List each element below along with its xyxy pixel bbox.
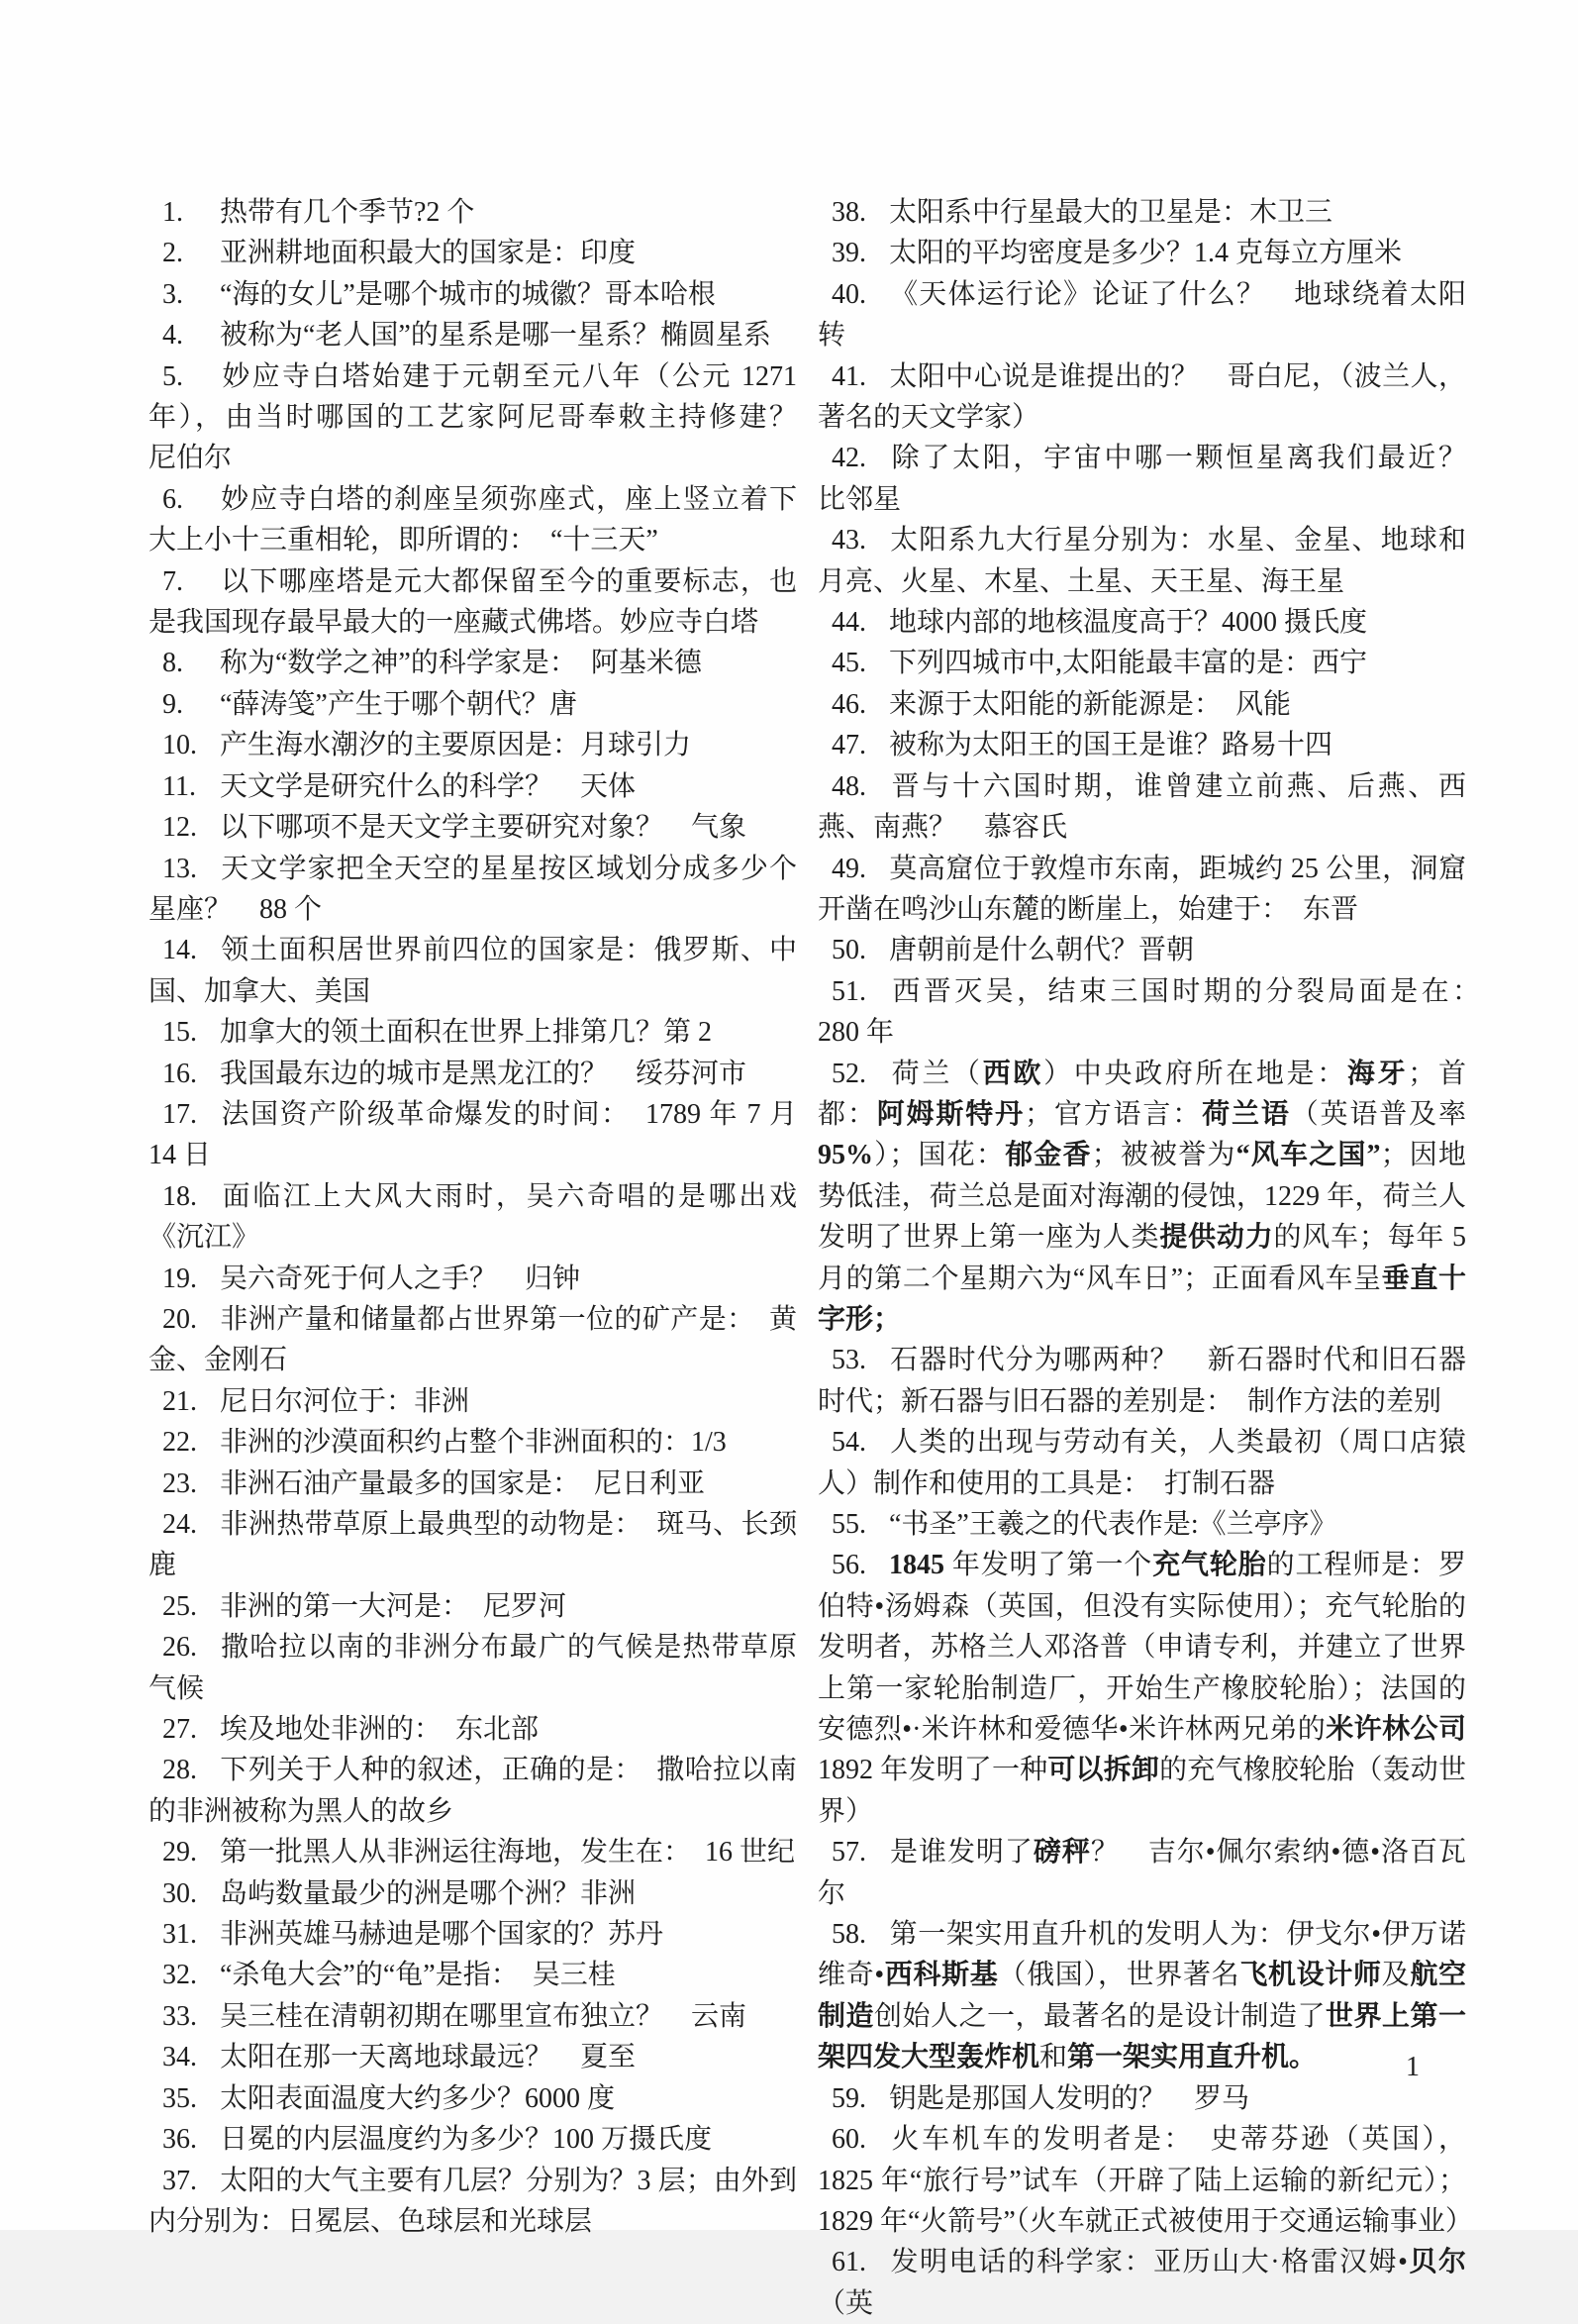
list-item: [148, 807, 797, 848]
item-number: 60.: [832, 2124, 866, 2156]
list-item: [148, 315, 797, 355]
list-item: [148, 1955, 797, 1995]
item-text: 我国最东边的城市是黑龙江的？ 绥芬河市: [220, 1058, 747, 1089]
list-item: [148, 1873, 797, 1914]
item-number: 38.: [832, 197, 866, 228]
item-number: 30.: [162, 1877, 197, 1909]
item-text: 天文学家把全天空的星星按区域划分成多少个星座？ 88 个: [148, 853, 797, 925]
item-number: 10.: [162, 730, 197, 761]
list-item: [148, 1914, 797, 1955]
item-text: ；因地势低洼，荷兰总是面对海潮的侵蚀，1229 年，荷兰人发明了世界上第一座为人类: [818, 1140, 1466, 1254]
list-item: [818, 602, 1466, 643]
item-text: 除了太阳，宇宙中哪一颗恒星离我们最近？ 比邻星: [818, 443, 1495, 515]
item-text: 吴三桂在清朝初期在哪里宣布独立？ 云南: [220, 2000, 747, 2032]
item-number: 12.: [162, 812, 197, 844]
item-text: ；首都：: [818, 1058, 1466, 1130]
item-number: 28.: [162, 1755, 197, 1786]
list-item: [148, 1176, 797, 1259]
item-text-bold: 海牙: [1346, 1058, 1409, 1089]
item-number: 54.: [832, 1427, 866, 1459]
item-text: 及: [1381, 1960, 1411, 1991]
item-text-bold: 荷兰语: [1202, 1098, 1291, 1130]
item-number: 52.: [832, 1058, 866, 1089]
item-number: 34.: [162, 2042, 197, 2073]
list-item: [148, 684, 797, 725]
item-text: 埃及地处非洲的： 东北部: [220, 1714, 540, 1746]
item-number: 37.: [162, 2165, 197, 2196]
list-item: [818, 438, 1495, 520]
list-item: [818, 1545, 1466, 1832]
item-text: 亚洲耕地面积最大的国家是：印度: [220, 238, 637, 269]
item-number: 18.: [162, 1180, 197, 1212]
item-number: 9.: [162, 688, 183, 720]
item-text: 的充气橡胶轮胎（轰动世界）: [818, 1755, 1466, 1827]
item-text: 以下哪座塔是元大都保留至今的重要标志，也是我国现存最早最大的一座藏式佛塔。妙应寺白塔: [148, 565, 797, 639]
list-item: [148, 1996, 797, 2037]
item-text-bold: 垂直十字形；: [818, 1263, 1466, 1335]
item-text: 下列四城市中,太阳能最丰富的是：西宁: [889, 648, 1368, 679]
item-text: “海的女儿”是哪个城市的城徽？哥本哈根: [220, 278, 716, 310]
question-list-left-column: [148, 192, 826, 2242]
item-text: ）中央政府所在地是：: [1043, 1058, 1347, 1089]
item-text: ？ 吉尔•佩尔索纳•德•洛百瓦尔: [818, 1837, 1466, 1909]
item-number: 29.: [162, 1837, 197, 1869]
item-number: 5.: [162, 360, 183, 392]
item-number: 21.: [162, 1385, 197, 1417]
item-number: 32.: [162, 1960, 197, 1991]
item-text-bold: 第一架实用直升机。: [1067, 2042, 1318, 2073]
list-item: [148, 2078, 797, 2119]
item-text: 太阳在那一天离地球最远？ 夏至: [220, 2042, 637, 2073]
item-text: 天文学是研究什么的科学？ 天体: [220, 770, 637, 802]
item-text: 产生海水潮汐的主要原因是：月球引力: [220, 730, 692, 761]
item-text: 火车机车的发明者是： 史蒂芬逊（英国），1825 年“旅行号”试车（开辟了陆上运输的新纪元）；1829 年“火箭号”（火车就正式被使用于交通运输事业）: [818, 2124, 1473, 2237]
list-item: [818, 2119, 1473, 2242]
item-number: 6.: [162, 483, 183, 515]
list-item: [148, 1750, 797, 1832]
item-text: （俄国），世界著名: [998, 1960, 1240, 1991]
list-item: [818, 849, 1466, 931]
item-text: 岛屿数量最少的洲是哪个洲？非洲: [220, 1877, 637, 1909]
item-text: 西晋灭吴，结束三国时期的分裂局面是在： 280 年: [818, 975, 1495, 1049]
item-text: 非洲热带草原上最典型的动物是： 斑马、长颈鹿: [148, 1509, 797, 1581]
item-text: 被称为“老人国”的星系是哪一星系？椭圆星系: [220, 320, 771, 352]
item-text-bold: 航空制造: [818, 1960, 1466, 2032]
item-number: 16.: [162, 1058, 197, 1089]
list-item: [818, 520, 1466, 602]
item-text-bold: 1845: [889, 1550, 944, 1581]
list-item: [148, 1709, 797, 1750]
list-item: [818, 192, 1466, 233]
list-item: [148, 1054, 797, 1094]
list-item: [148, 356, 826, 479]
item-number: 55.: [832, 1509, 866, 1540]
list-item: [148, 849, 797, 931]
list-item: [148, 643, 797, 683]
item-text-bold: 郁金香: [1005, 1140, 1092, 1171]
item-number: 24.: [162, 1509, 197, 1540]
item-number: 20.: [162, 1303, 197, 1335]
item-text-bold: 世界上第一架四发大型轰炸机: [818, 2000, 1466, 2073]
item-text: 撒哈拉以南的非洲分布最广的气候是热带草原气候: [148, 1632, 797, 1704]
item-text: “杀龟大会”的“龟”是指： 吴三桂: [220, 1960, 616, 1991]
list-item: [148, 561, 797, 644]
item-text: “书圣”王羲之的代表作是:《兰亭序》: [889, 1509, 1337, 1540]
list-item: [818, 725, 1466, 765]
item-text-bold: 提供动力: [1159, 1222, 1274, 1254]
list-item: [818, 1504, 1466, 1545]
item-text-bold: 充气轮胎: [1152, 1550, 1267, 1581]
item-text: 以下哪项不是天文学主要研究对象？ 气象: [220, 812, 747, 844]
item-number: 44.: [832, 607, 866, 639]
list-item: [148, 2119, 797, 2160]
item-text: 领土面积居世界前四位的国家是：俄罗斯、中国、加拿大、美国: [148, 935, 797, 1007]
item-text: 太阳的平均密度是多少？1.4 克每立方厘米: [889, 238, 1403, 269]
item-number: 35.: [162, 2082, 197, 2114]
list-item: [148, 2037, 797, 2077]
item-number: 22.: [162, 1427, 197, 1459]
item-number: 1.: [162, 197, 183, 228]
item-text: 创始人之一，最著名的是设计制造了: [874, 2000, 1326, 2032]
item-text: 妙应寺白塔始建于元朝至元八年（公元 1271 年），由当时哪国的工艺家阿尼哥奉敕主持修建？ 尼伯尔: [148, 360, 826, 474]
item-number: 36.: [162, 2124, 197, 2156]
item-text: 的风车；每年 5 月的第二个星期六为“风车日”；正面看风车呈: [818, 1222, 1466, 1294]
item-number: 43.: [832, 525, 866, 556]
item-text: 法国资产阶级革命爆发的时间： 1789 年 7 月 14 日: [148, 1098, 797, 1171]
item-text: 唐朝前是什么朝代？晋朝: [889, 935, 1195, 966]
item-text: （英语普及率: [1290, 1098, 1466, 1130]
item-number: 48.: [832, 770, 866, 802]
item-text: 妙应寺白塔的刹座呈须弥座式，座上竖立着下大上小十三重相轮，即所谓的： “十三天”: [148, 483, 797, 556]
list-item: [148, 930, 797, 1012]
list-item: [148, 2161, 797, 2243]
item-text: 晋与十六国时期，谁曾建立前燕、后燕、西燕、南燕？ 慕容氏: [818, 770, 1466, 844]
item-number: 40.: [832, 278, 866, 310]
list-item: [148, 479, 797, 561]
item-text: 荷兰（: [889, 1058, 983, 1089]
page-number: 1: [1406, 2052, 1420, 2082]
list-item: [148, 192, 797, 233]
item-number: 56.: [832, 1550, 866, 1581]
list-item: [148, 1012, 797, 1053]
item-text: （英: [818, 2287, 874, 2319]
list-item: [148, 766, 797, 807]
list-item: [148, 1627, 797, 1709]
item-number: 11.: [162, 770, 196, 802]
list-item: [148, 1464, 797, 1504]
item-number: 31.: [162, 1919, 197, 1951]
list-item: [818, 1914, 1466, 2078]
list-item: [148, 274, 797, 315]
item-number: 15.: [162, 1017, 197, 1049]
item-text: 吴六奇死于何人之手？ 归钟: [220, 1263, 581, 1294]
list-item: [818, 1340, 1466, 1422]
item-text: 第一批黑人从非洲运往海地，发生在： 16 世纪: [220, 1837, 796, 1869]
question-list-right-column: [818, 192, 1495, 2324]
item-number: 51.: [832, 975, 866, 1007]
item-text: 日冕的内层温度约为多少？100 万摄氏度: [220, 2124, 713, 2156]
item-text: 下列关于人种的叙述，正确的是： 撒哈拉以南的非洲被称为黑人的故乡: [148, 1755, 797, 1827]
list-item: [818, 930, 1466, 970]
item-text: 非洲石油产量最多的国家是： 尼日利亚: [220, 1467, 706, 1499]
item-text: 非洲的沙漠面积约占整个非洲面积的：1/3: [220, 1427, 727, 1459]
item-text-bold: 西欧: [982, 1058, 1044, 1089]
item-number: 23.: [162, 1467, 197, 1499]
item-text: 太阳中心说是谁提出的？ 哥白尼，（波兰人，著名的天文学家）: [818, 360, 1466, 434]
item-text: 来源于太阳能的新能源是： 风能: [889, 688, 1292, 720]
item-text: 太阳系中行星最大的卫星是：木卫三: [889, 197, 1333, 228]
item-number: 7.: [162, 565, 183, 597]
item-number: 4.: [162, 320, 183, 352]
item-text-bold: “风车之国”: [1235, 1140, 1381, 1171]
list-item: [818, 1422, 1466, 1504]
item-number: 58.: [832, 1919, 866, 1951]
item-number: 42.: [832, 443, 866, 474]
item-number: 3.: [162, 278, 183, 310]
item-number: 8.: [162, 648, 183, 679]
list-item: [818, 233, 1466, 273]
item-number: 14.: [162, 935, 197, 966]
item-number: 41.: [832, 360, 866, 392]
item-number: 61.: [832, 2247, 866, 2278]
item-number: 33.: [162, 2000, 197, 2032]
item-number: 13.: [162, 853, 197, 884]
item-text: 莫高窟位于敦煌市东南，距城约 25 公里，洞窟开凿在鸣沙山东麓的断崖上，始建于： 东晋: [818, 853, 1466, 925]
list-item: [818, 2242, 1466, 2324]
list-item: [818, 274, 1466, 356]
item-text: ）；国花：: [873, 1140, 1006, 1171]
item-text: “薛涛笺”产生于哪个朝代？唐: [220, 688, 577, 720]
list-item: [148, 1586, 797, 1627]
item-text-bold: 磅秤: [1033, 1837, 1091, 1869]
list-item: [148, 1299, 797, 1381]
list-item: [148, 1381, 797, 1422]
list-item: [148, 1094, 797, 1176]
list-item: [818, 2078, 1466, 2119]
item-number: 57.: [832, 1837, 866, 1869]
item-text: ；官方语言：: [1025, 1098, 1203, 1130]
item-number: 59.: [832, 2082, 866, 2114]
list-item: [148, 1832, 797, 1872]
list-item: [148, 1422, 797, 1463]
item-number: 47.: [832, 730, 866, 761]
item-text: 太阳的大气主要有几层？分别为？3 层；由外到内分别为：日冕层、色球层和光球层: [148, 2165, 797, 2237]
item-text: 非洲英雄马赫迪是哪个国家的？苏丹: [220, 1919, 664, 1951]
item-text: 《天体运行论》论证了什么？ 地球绕着太阳转: [818, 278, 1466, 352]
item-number: 46.: [832, 688, 866, 720]
item-number: 19.: [162, 1263, 197, 1294]
item-text: 非洲产量和储量都占世界第一位的矿产是： 黄金、金刚石: [148, 1303, 797, 1376]
item-text-bold: 米许林公司: [1326, 1714, 1466, 1746]
item-text: 非洲的第一大河是： 尼罗河: [220, 1590, 567, 1622]
item-text-bold: 飞机设计师: [1239, 1960, 1382, 1991]
item-number: 50.: [832, 935, 866, 966]
item-text: 地球内部的地核温度高于？4000 摄氏度: [889, 607, 1368, 639]
item-text: 第一架实用直升机的发明人为：伊戈尔•伊万诺维奇•: [818, 1919, 1466, 1991]
item-text: 称为“数学之神”的科学家是： 阿基米德: [220, 648, 702, 679]
item-text-bold: 西科斯基: [884, 1960, 999, 1991]
item-number: 39.: [832, 238, 866, 269]
item-text: 的工程师是：罗伯特•汤姆森（英国，但没有实际使用）；充气轮胎的发明者，苏格兰人邓洛普（申请专利，并建立了世界上第一家轮胎制造厂，开始生产橡胶轮胎）；法国的安德烈•·米许林和爱德华•米许林两兄弟的: [818, 1550, 1466, 1746]
item-text: 石器时代分为哪两种？ 新石器时代和旧石器时代；新石器与旧石器的差别是： 制作方法的差别: [818, 1345, 1466, 1417]
list-item: [818, 684, 1466, 725]
item-text-bold: 可以拆卸: [1047, 1755, 1160, 1786]
item-text: 热带有几个季节?2 个: [220, 197, 475, 228]
item-number: 25.: [162, 1590, 197, 1622]
list-item: [818, 356, 1466, 439]
item-text-bold: 贝尔: [1407, 2247, 1466, 2278]
list-item: [148, 725, 797, 765]
item-text: 尼日尔河位于：非洲: [220, 1385, 470, 1417]
item-text: 和: [1039, 2042, 1068, 2073]
item-number: 49.: [832, 853, 866, 884]
item-text: 是谁发明了: [889, 1837, 1034, 1869]
item-text: 被称为太阳王的国王是谁？路易十四: [889, 730, 1333, 761]
item-text: 加拿大的领土面积在世界上排第几？第 2: [220, 1017, 713, 1049]
item-text: 1892 年发明了一种: [818, 1755, 1048, 1786]
list-item: [818, 971, 1495, 1054]
item-text: 人类的出现与劳动有关，人类最初（周口店猿人）制作和使用的工具是： 打制石器: [818, 1427, 1466, 1499]
item-text: 面临江上大风大雨时，吴六奇唱的是哪出戏《沉江》: [148, 1180, 797, 1254]
list-item: [148, 233, 797, 273]
list-item: [818, 766, 1466, 849]
list-item: [148, 1259, 797, 1299]
item-number: 53.: [832, 1345, 866, 1376]
item-text: 发明电话的科学家：亚历山大·格雷汉姆•: [889, 2247, 1408, 2278]
item-text: 年发明了第一个: [944, 1550, 1153, 1581]
item-number: 26.: [162, 1632, 197, 1664]
list-item: [818, 1832, 1466, 1914]
item-text: 太阳表面温度大约多少？6000 度: [220, 2082, 616, 2114]
item-text-bold: 95%: [818, 1140, 873, 1171]
item-text: 钥匙是那国人发明的？ 罗马: [889, 2082, 1250, 2114]
item-number: 17.: [162, 1098, 197, 1130]
item-text: ；被被誉为: [1091, 1140, 1236, 1171]
list-item: [818, 643, 1466, 683]
item-text: 太阳系九大行星分别为：水星、金星、地球和月亮、火星、木星、土星、天王星、海王星: [818, 525, 1466, 597]
list-item: [148, 1504, 797, 1586]
item-number: 2.: [162, 238, 183, 269]
item-number: 45.: [832, 648, 866, 679]
list-item: [818, 1054, 1466, 1341]
item-text-bold: 阿姆斯特丹: [876, 1098, 1025, 1130]
item-number: 27.: [162, 1714, 197, 1746]
